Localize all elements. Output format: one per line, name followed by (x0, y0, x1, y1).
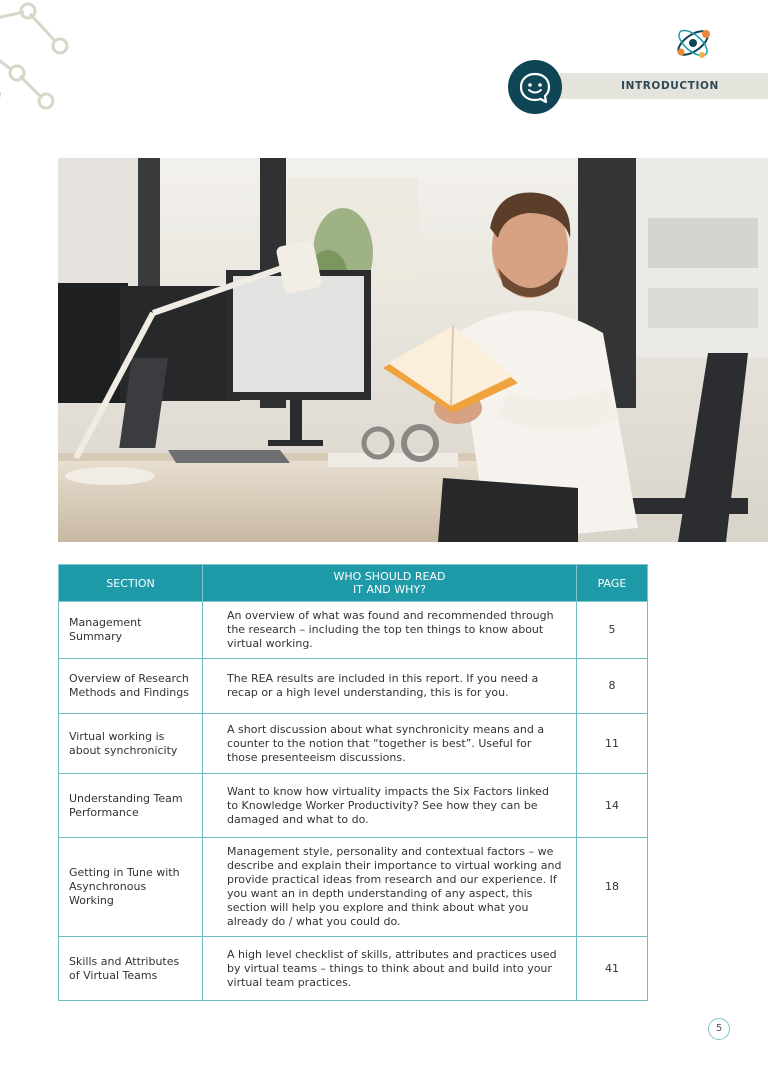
section-title: INTRODUCTION (621, 80, 719, 92)
row-section: Getting in Tune with Asynchronous Working (59, 838, 203, 937)
table-row (59, 659, 648, 714)
row-section: Management Summary (59, 602, 203, 659)
reading-guide-table (58, 564, 648, 1001)
table-row (59, 602, 648, 659)
column-header-page: PAGE (577, 565, 648, 602)
table-row (59, 838, 648, 937)
row-section: Overview of Research Methods and Findings (59, 659, 203, 714)
column-header-section: SECTION (59, 565, 203, 602)
molecule-logo-icon (672, 22, 714, 64)
row-description: Want to know how virtuality impacts the Six Factors linked to Knowledge Worker Productivity? See how they can be damaged and what to do. (203, 774, 577, 838)
table-row (59, 714, 648, 774)
row-description: A short discussion about what synchronicity means and a counter to the notion that “together is best”. Useful for those presenteeism discussions. (203, 714, 577, 774)
row-page: 18 (577, 838, 648, 937)
man-reading-book-at-office-desk-photo (58, 158, 768, 542)
row-page: 8 (577, 659, 648, 714)
column-header-who-line2: IT AND WHY? (353, 583, 426, 596)
row-page: 41 (577, 937, 648, 1001)
speech-bubble-smile-icon (508, 60, 562, 114)
column-header-who (203, 565, 577, 602)
page-number: 5 (708, 1018, 730, 1040)
row-page: 5 (577, 602, 648, 659)
network-decoration-icon (0, 0, 90, 130)
table-header-row (59, 565, 648, 602)
row-section: Skills and Attributes of Virtual Teams (59, 937, 203, 1001)
row-description: Management style, personality and contextual factors – we describe and explain their importance to virtual working and provide practical ideas from research and our experience. If you want an in depth understanding of any aspect, this section will help you explore and think about what you already do / what you could do. (203, 838, 577, 937)
row-description: An overview of what was found and recommended through the research – including the top ten things to know about virtual working. (203, 602, 577, 659)
row-description: A high level checklist of skills, attributes and practices used by virtual teams – things to think about and build into your virtual team practices. (203, 937, 577, 1001)
row-section: Virtual working is about synchronicity (59, 714, 203, 774)
row-section: Understanding Team Performance (59, 774, 203, 838)
table-row (59, 937, 648, 1001)
row-page: 11 (577, 714, 648, 774)
column-header-who-line1: WHO SHOULD READ (333, 570, 446, 583)
row-page: 14 (577, 774, 648, 838)
row-description: The REA results are included in this report. If you need a recap or a high level understanding, this is for you. (203, 659, 577, 714)
table-row (59, 774, 648, 838)
